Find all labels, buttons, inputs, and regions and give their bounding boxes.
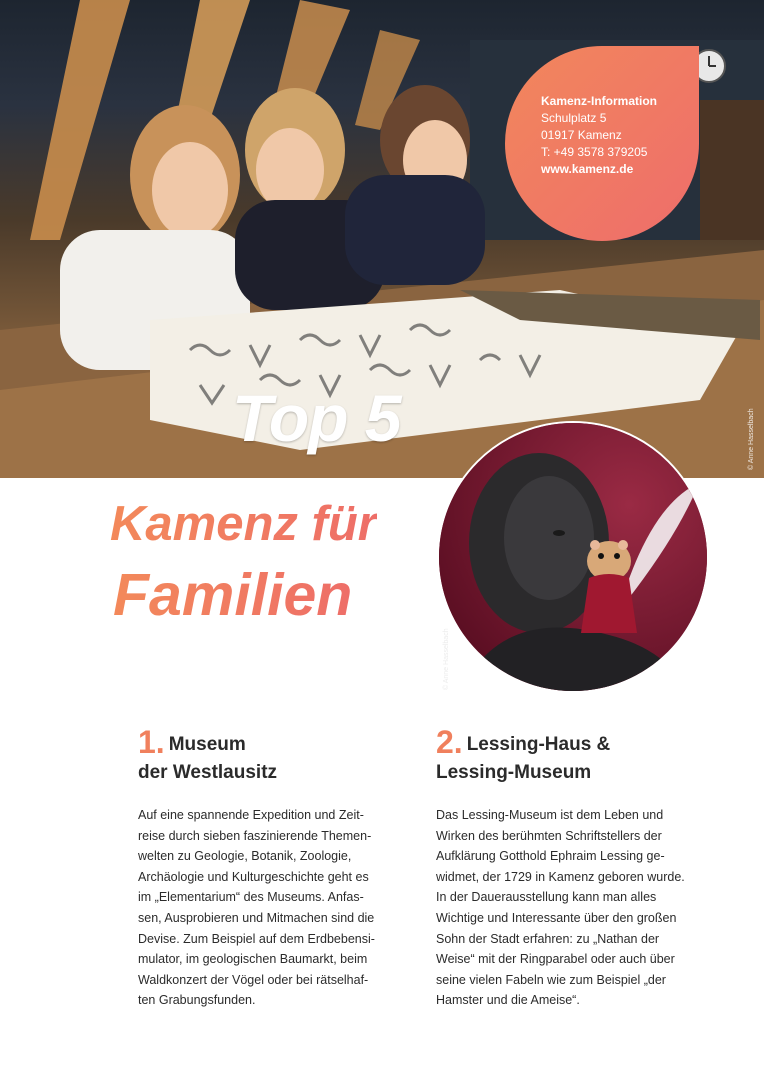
section-heading	[138, 724, 408, 787]
section-heading-line1: Lessing-Haus &	[466, 734, 611, 755]
section-heading	[436, 724, 706, 787]
info-website-link[interactable]: www.kamenz.de	[541, 162, 634, 176]
section-number: 1.	[138, 724, 165, 760]
lessing-bust-illustration	[439, 423, 709, 693]
section-heading-line2: Lessing-Museum	[436, 762, 592, 783]
section-heading-line2: der Westlausitz	[138, 762, 278, 783]
info-street: Schulplatz 5	[541, 111, 607, 125]
info-phone: T: +49 3578 379205	[541, 145, 648, 159]
info-name: Kamenz-Information	[541, 94, 658, 108]
lessing-circle-photo	[437, 421, 709, 693]
section-body: Das Lessing-Museum ist dem Leben und Wirken des berühmten Schriftstellers der Aufklärung Gotthold Ephraim Lessing ge- widmet, der 1729 in Kamenz geboren wurde. In der Dauerausstellung kann man alles Wichtige und Interessante über den großen Sohn der Stadt erfahren: zu „Nathan der Weise“ mit der Ringparabel oder auch über seine vielen Fabeln wie zum Beispiel „der Hamster und die Ameise“.	[436, 808, 685, 1008]
circle-photo-credit: © Anne Hasselbach	[443, 628, 450, 690]
section-museum-westlausitz	[138, 724, 408, 1011]
top5-headline: Top 5	[232, 381, 401, 455]
section-body: Auf eine spannende Expedition und Zeit- reise durch sieben faszinierende Themen- welten zu Geologie, Botanik, Zoologie, Archäologie und Kulturgeschichte geht es im „Elementarium“ des Museums. Anfas- sen, Ausprobieren und Mitmachen sind die Devise. Zum Beispiel auf dem Erdbebensi- mulator, im geologischen Baumarkt, beim Waldkonzert der Vögel oder bei rätselhaf- ten Grabungsfunden.	[138, 808, 375, 1008]
hero-photo	[0, 0, 764, 478]
section-heading-line1: Museum	[168, 734, 246, 755]
section-lessing-haus	[436, 724, 706, 1011]
section-number: 2.	[436, 724, 463, 760]
hero-photo-credit: © Anne Hasselbach	[748, 408, 755, 470]
info-city: 01917 Kamenz	[541, 128, 622, 142]
info-bubble	[505, 46, 699, 241]
page-title-line2: Familien	[113, 562, 353, 628]
contact-info	[541, 93, 691, 178]
page-title-line1: Kamenz für	[110, 497, 377, 551]
